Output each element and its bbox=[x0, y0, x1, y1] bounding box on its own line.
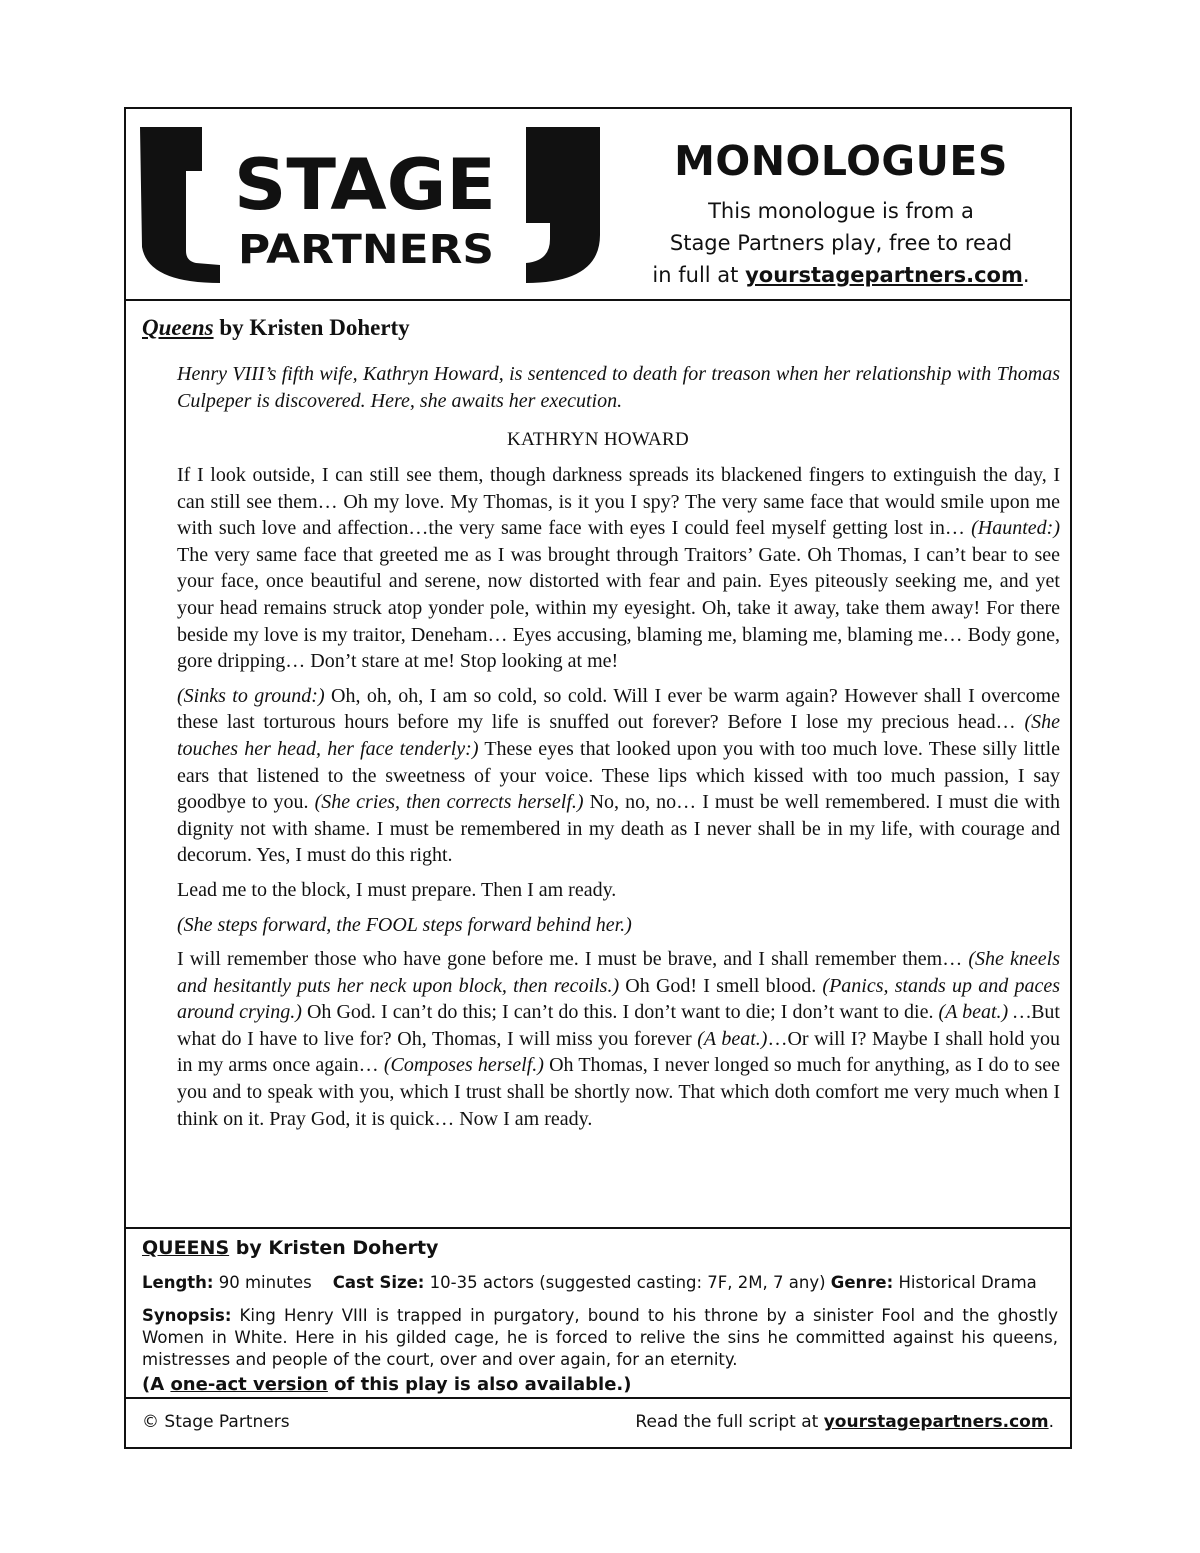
copyright: © Stage Partners bbox=[142, 1412, 290, 1432]
info-author: by Kristen Doherty bbox=[229, 1237, 439, 1259]
genre-value: Historical Drama bbox=[893, 1273, 1037, 1292]
stage-direction: (A beat.) … bbox=[938, 1001, 1032, 1024]
info-details bbox=[142, 1273, 1062, 1292]
logo-right-bracket-icon bbox=[526, 127, 600, 283]
play-author: by Kristen Doherty bbox=[213, 315, 410, 340]
stage-direction: (Sinks to ground:) bbox=[177, 684, 325, 707]
play-title bbox=[142, 315, 410, 341]
stage-direction: (She steps forward, the FOOL steps forward behind her.) bbox=[177, 913, 632, 936]
cast-size-label: Cast Size: bbox=[332, 1273, 425, 1292]
footer bbox=[126, 1399, 1070, 1447]
stage-direction: (Panics, stands up and paces around crying.) bbox=[177, 974, 1060, 1024]
stage-direction: (She kneels and hesitantly puts her neck upon block, then recoils.) bbox=[177, 948, 1060, 997]
synopsis-label: Synopsis: bbox=[142, 1306, 232, 1325]
stage-direction: (She cries, then corrects herself.) bbox=[314, 791, 584, 814]
info-title bbox=[142, 1237, 438, 1259]
length-value: 90 minutes bbox=[213, 1273, 312, 1292]
scene-description: Henry VIII’s fifth wife, Kathryn Howard, is sentenced to death for treason when her relationship with Thomas Culpeper is discovered. Here, she awaits her execution. bbox=[177, 363, 1060, 412]
cast-size-value: 10-35 actors (suggested casting: 7F, 2M, 7 any) bbox=[424, 1273, 831, 1292]
genre-label: Genre: bbox=[830, 1273, 894, 1292]
monologues-title: MONOLOGUES bbox=[674, 137, 1008, 185]
read-full-script: Read the full script at yourstagepartners.com. bbox=[635, 1412, 1054, 1432]
play-name: Queens bbox=[142, 315, 214, 340]
header-website-link[interactable]: yourstagepartners.com bbox=[745, 263, 1023, 287]
length-label: Length: bbox=[142, 1273, 214, 1292]
logo-left-bracket-icon bbox=[140, 127, 220, 283]
synopsis-text: King Henry VIII is trapped in purgatory, bound to his throne by a sinister Fool and the ghostly Women in White. Here in his gilded cage, he is forced to relive the sins he committed against his queens, mistresses and people of the court, over and over again, for an eternity. bbox=[142, 1306, 1058, 1369]
play-info bbox=[126, 1227, 1070, 1399]
logo-line1: STAGE bbox=[234, 144, 496, 226]
logo-line2: PARTNERS bbox=[238, 227, 494, 273]
stage-direction-paragraph bbox=[177, 912, 1060, 939]
footer-website-link[interactable]: yourstagepartners.com bbox=[823, 1412, 1049, 1432]
monologues-block bbox=[626, 137, 1056, 291]
subtitle-line3-prefix: in full at bbox=[652, 263, 746, 287]
monologue-text bbox=[177, 462, 1060, 1140]
monologues-subtitle bbox=[626, 195, 1056, 291]
character-name: KATHRYN HOWARD bbox=[506, 429, 690, 450]
one-act-version-link[interactable]: one-act version bbox=[170, 1374, 328, 1395]
stage-direction: (She touches her head, her face tenderly:) bbox=[177, 711, 1060, 760]
subtitle-suffix: . bbox=[1022, 263, 1030, 287]
monologue-content bbox=[126, 301, 1070, 1227]
page-frame bbox=[124, 107, 1072, 1449]
info-play-name: QUEENS bbox=[142, 1237, 230, 1259]
header bbox=[126, 109, 1070, 301]
stage-direction: (Composes herself.) bbox=[383, 1054, 544, 1077]
synopsis bbox=[142, 1305, 1058, 1371]
stage-direction: (Haunted:) bbox=[971, 517, 1060, 540]
one-act-note: (A one-act version of this play is also available.) bbox=[142, 1374, 632, 1395]
subtitle-line2: Stage Partners play, free to read bbox=[669, 231, 1013, 255]
speech-paragraph: If I look outside, I can still see them, though darkness spreads its blackened fingers to extinguish the day, I can still see them… Oh my love. My Thomas, is it you I spy? The very same face that would smile upon me with such love and affection…the very same face with eyes I could feel myself getting lost in… (Haunted:) The very same face that greeted me as I was brought through Traitors’ Gate. Oh Thomas, I can’t bear to see your face, once beautiful and serene, now distorted with fear and pain. Eyes piteously seeking me, and yet your head remains struck atop yonder pole, within my eyesight. Oh, take it away, take them away! For there beside my love is my traitor, Deneham… Eyes accusing, blaming me, blaming me, blaming me… Body gone, gore dripping… Don’t stare at me! Stop looking at me! bbox=[177, 464, 1060, 673]
stage-direction: (A beat.) bbox=[697, 1027, 768, 1050]
speech-paragraph: I will remember those who have gone before me. I must be brave, and I shall remember them… (She kneels and hesitantly puts her neck upon block, then recoils.) Oh God! I smell blood. (Panics, stands up and paces around crying.) Oh God. I can’t do this; I can’t do this. I don’t want to die; I don’t want to die. (A beat.) …But what do I have to live for? Oh, Thomas, I will miss you forever (A beat.)…Or will I? Maybe I shall hold you in my arms once again… (Composes herself.) Oh Thomas, I never longed so much for anything, as I do to see you and to speak with you, which I trust shall be shortly now. That which doth comfort me very much when I think on it. Pray God, it is quick… Now I am ready. bbox=[177, 948, 1061, 1130]
speech-paragraph: (Sinks to ground:) Oh, oh, oh, I am so cold, so cold. Will I ever be warm again? However shall I overcome these last torturous hours before my life is snuffed out forever? Before I lose my precious head… (She touches her head, her face tenderly:) These eyes that looked upon you with too much love. These silly little ears that listened to the sweetness of your voice. These lips which kissed with too much passion, I say goodbye to you. (She cries, then corrects herself.) No, no, no… I must be well remembered. I must die with dignity not with shame. I must be remembered in my death as I never shall be in my life, with courage and decorum. Yes, I must do this right. bbox=[177, 684, 1060, 867]
stage-partners-logo bbox=[140, 127, 600, 283]
speech-paragraph: Lead me to the block, I must prepare. Then I am ready. bbox=[177, 878, 617, 901]
subtitle-line1: This monologue is from a bbox=[708, 199, 974, 223]
